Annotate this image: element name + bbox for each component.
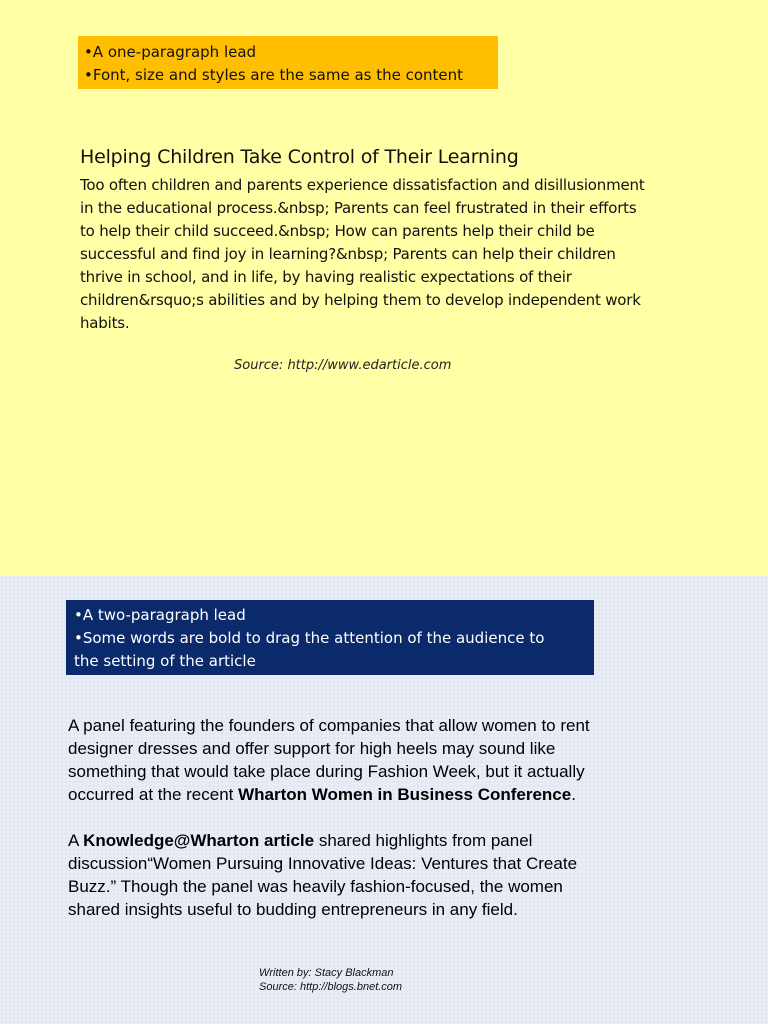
line: A panel featuring the founders of companies that allow women to rent — [68, 716, 590, 735]
body-line: successful and find joy in learning?&nbsp; Parents can help their children — [80, 245, 616, 263]
note-line: •A one-paragraph lead — [84, 43, 257, 61]
article-body — [80, 174, 680, 335]
lead-note-box-two — [66, 600, 594, 675]
note-line: the setting of the article — [74, 652, 256, 670]
body-line: to help their child succeed.&nbsp; How can parents help their child be — [80, 222, 595, 240]
author-credit: Written by: Stacy Blackman — [259, 967, 394, 979]
article-title: Helping Children Take Control of Their Learning — [80, 146, 519, 168]
source-credit: Source: http://blogs.bnet.com — [259, 981, 403, 993]
paragraph-one — [68, 714, 688, 806]
line: discussion“Women Pursuing Innovative Ideas: Ventures that Create — [68, 854, 578, 873]
line: occurred at the recent — [68, 785, 239, 804]
note-line: •Font, size and styles are the same as the content — [84, 66, 464, 84]
note-line: •A two-paragraph lead — [74, 606, 246, 624]
body-line: children&rsquo;s abilities and by helping them to develop independent work — [80, 291, 641, 309]
line: something that would take place during Fashion Week, but it actually — [68, 762, 585, 781]
conference-name: Wharton Women in Business Conference — [238, 785, 572, 804]
line: shared insights useful to budding entrepreneurs in any field. — [68, 900, 518, 919]
body-line: thrive in school, and in life, by having realistic expectations of their — [80, 268, 572, 286]
body-line: in the educational process.&nbsp; Parents can feel frustrated in their efforts — [80, 199, 637, 217]
line: shared highlights from panel — [314, 831, 533, 850]
body-line: Too often children and parents experience dissatisfaction and disillusionment — [80, 176, 645, 194]
publication-name: Knowledge@Wharton article — [83, 831, 315, 850]
line: Buzz.” Though the panel was heavily fashion-focused, the women — [68, 877, 563, 896]
article-source: Source: http://www.edarticle.com — [234, 358, 452, 373]
article-two — [68, 714, 688, 944]
note-line: •Some words are bold to drag the attention of the audience to — [74, 629, 545, 647]
line: A — [68, 831, 84, 850]
line: designer dresses and offer support for high heels may sound like — [68, 739, 556, 758]
line: . — [571, 785, 576, 804]
paragraph-two — [68, 829, 688, 921]
credit-block — [259, 966, 402, 994]
body-line: habits. — [80, 314, 130, 332]
lead-note-box — [78, 36, 498, 89]
